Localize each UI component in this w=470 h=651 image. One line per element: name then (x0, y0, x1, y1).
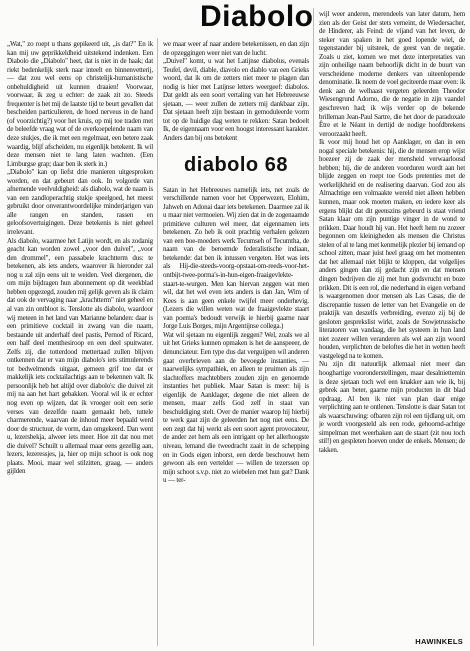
article-column-3 (319, 10, 465, 646)
column-divider (313, 8, 314, 646)
paragraph: Ik voor mij houd het op Aanklager, en dan in een nogal speciale betekenis: hij, die de mensen erop wijst hoezeer zij de zaak der mensheid verwaarloosd hebben; hij, die de anderen voorduren wordt aan het blijde zeggen en roept toe Gods pretenties met de werkelijkheid en de realisering daarvan. God zou als Almachtige een volmaakte wereld niet alleen hebben kunnen, maar ook moeten maken, en iedere keer als ergens blijkt dat dit geenszins gebeurd is staat vriend Satan klaar om zijn puntige vinger in de wond te prikken. Daar houdt hij van. Het heeft hem nu zozeer begonnen om kleinigheden als mensen die Christus stelen of al te lang met kenmelijk plezier bij iemand op school zitten, maar juist heel graag om het momenten dat het allemaal niet blijkt te kloppen, dat volgelijes anders gingen dan zij gedacht zijn en dat mensen dingen bedrijven die zij met hun godsvrucht en boze prikken. Dit is een rol, die nederhand in eigen verband is waargenomen door mensen als Las Casas, die de discrepantie tussen de letter van het Evangelie en de praktijk van deszelfs verbreiding, evenzo zij bij de gesloten gesprekslist wirkt, zoals de Sowjetrussische literatoren van vandaag, die het systeem in hun land niet zozeer willen veranderen als wel aan zijn woord houden, verplichten de beloftes die het in wetten heeft vastgelegd na te komen. (319, 138, 465, 360)
paragraph: wijl weer anderen, merendeels van later datum, hem zien als der Geist der stets verneint, de Wiedersacher, de Hinderer, als Feind: de vijand van het leven, de steker van spaken in het goed lopende wiel, de tegenstander bij uitsteek, de geest van de negatie. Zoals u ziet, komen we met deze interpretaties van zijn onheilige naam behoorlijk dicht in de buurt van verscheidene moderne denkers van uiteenlopende denominatie. Ik noem de voel geciteerde maar even: ik denk aan de welhaast vergeten geleerden Theodor Wiesengrund Adorno, die de negatie in zijn vaandel geschreven had; ik wijs verder op de bekende brilleman Jean-Paul Sartre, die het door de paradoxale Être et le Néant in dertijd de nodige hoofdbrekens veroorzaakt heeft. (319, 10, 465, 138)
paragraph: „Duivel" komt, u wat het Latijnse diabolus, evenals Teufel, devil, diable, diavolo en diablo van een Grieks woord, dat ik om de zetters niet meer te plagen dan nodig is hier met Latijnse letters weergeef: diabolos. Dat geldt als een soort vertaling van het Hebreeuwse sjetaan, — weer zullen de zetters mij dankbaar zijn. Dat sjetaan heeft zijn bestaan in gemoduleerde vorm tot op de huidige dag weten te rekken: Satan bedoelt Ik, de eigennaam voor een hoogst interessant karakter. Anders dan bij ons betekent (163, 57, 309, 143)
paragraph: Satan in het Hebreeuws namelijk iets, net zoals de verschillende namen voor het Opperwezen, Elohim, Jahweh en Adonai daar iets betekenen. Daarmee zal ik u maar niet vermoeien. Wij zien dat in de zogenaamde primitieve culturen wel meer, dat eigennamen iets betekenen. Zo heb ik ooit prachtig verhalen gelezen van een boe-moeders werk Tecumseh of Tecumtha, de naam van de beroemde federalistische indiaan, betekende: dat ben ik intussen vergeten. Het was iets als Hij-die-steeds-voorg-opstaat-om-reeds-voor-het-ontbijt-twee-porma's-in-hun-eigen-fraaigevlekte-staart-te-wurgen. Men kan hiervan zeggen wat men wil, dat het wel even iets anders is dan Jan, Wim of Kees is aan geen enkele twijfel meer onderhevig. (Lezers die willen weten wat de fraaigevlekte staart van poema's bedoudt verwijk ie hierbij gaarne naar Jorge Luis Borges, mijn Argentijnse collega.) (163, 185, 309, 331)
section-subtitle: diabolo 68 (184, 153, 288, 176)
article-column-1 (7, 40, 153, 646)
page-title: Diabolo (200, 0, 314, 33)
paragraph: Als diabolo, waarmee het Latijn wordt, en als zodanig geacht kan worden zowel „voor den duivel", „voor den drommel", een passabele krachtterm dus: te betekenen, als iets anders, waarover ik hieronder zal nog u zal zijn eens uit te weiden. Veel diergenen, die om mijn bijdragen hun abonnement op dit weekblad hebben opgezegd, zouden mij gelijk geven als ik claim dat ook de vervaging naar „krachtterm" niet geheel en al van zin ontbloot is. Tenslotte als diabolo, waardoor wij meteen in het land van Marianne belanden: daar is een primitieve cocktail in zwang van die naam, bestaande uit anderhalf deel pastis, Pernod of Ricard, een half deel menthesiroop en een deel spuitwater. Zelfs zij, die totterdood mettertaad zullen blijven ontkennen dat er van mijn diabolo's iets stimulerends tot bedwelmends uitgaat, gemeen grif toe dat er makkelijk iets cocktailachtigs aan te bekennen valt. Ik persoonlijk heb het altijd over diabolo's: die duivel zit mij na aan het hart gebakken. Vooral wil ik er echter nog even op wijzen, dat ik vroeger ooit een serie verses van dezelfde naam gemaakt heb, tuttele charmerende, waarvan de inhoud meer bepaald werd door de structuur, de vorm, dan omgekeerd. Dan went u, lezersbekja, alweer iets meer. Hoe zit dat nou met die duivel? Schuilt u allemaal maar eens gezellig aan, lezers, lezeressjes, ja, hier op mijn schoot is ook nog plaats. Mooi, maar wel stilzitten, graag, — anders gijlden (7, 236, 153, 476)
paragraph: Nu zijn dit natuurlijk allemaal niet meer dan hooghartige vooronderstellingen, maar desalniettemin is deze sjetaan toch wel een knakker aan wie ik, bij gebrek aan beter, gaarne mijn producten in dit blad opdraag. Al ben ik niet van plan daar enige verplichting aan te ontlenen. Tenslotte is daar Satan tot als waarschuwing: ofbaren zijn rol een tijdlang uit, om je wordt voorgesteld als een rode, gehoornd-achtige simpelman met weerhaken aan de staart (zit nou toch stil!) en gespleten hoeven onder de enkels. Mensen; de takken. (319, 360, 465, 454)
paragraph: „Diabolo" kan op liefst drie manieren uitgesproken worden, en dat gebeurt dan ook. In volgorde van afnemende veelvuldigheid: als diabolo, wat de naam is van een zandloperachtig stukje speelgoed, het meest gebruikt door onverantwoordelijke minderjarigen van alle rangen en standen, rassen en geloofsovertuigingen. Deze betekenis is niet geheel irrelevant. (7, 168, 153, 237)
author-signature: HAWINKELS (415, 637, 463, 646)
paragraph: Wat wil sjetaan nu eigenlijk zeggen? Wel, zoals we al uit het Grieks kunnen opmaken is het de aanspeeer, de denunciateur. Een type dus dat verguijpen wil anderen gaat overbrieven aan de bevoegde instanties, — naarwelijks sympathiek, en alleen te pruimen als zijn slachtoffers machtebbers zouden zijn en genoemde instanties het publiek. Maar Satan is meer: hij is eigenlijk de Aanklager, degene die niet alleen de mensen, maar zelfs God zelf in staat van beschuldiging stelt. Over de manier waarop hij hierbij te werk gaat zijn de geleerden het nog niet eens. De een zegt dat hij werkt als een soort agent provocateur, de ander zet hem als een intrigant op het allerhoogste niveau, lemand die tweedracht zaait in de schepping en in Gods eigen inborst, een derde beschouwt hem gewoon als een vertelder — willen de tezerssen op mijn schoot s.v.p. niet zo wiebelen met hun gat? Dank u — ter- (163, 330, 309, 485)
paragraph: we maar weer af naar andere betekenissen, en dan zijn de opzeggingen weer niet van de lucht. (163, 40, 309, 57)
paragraph: „Wat," zo roept u thans gepikeerd uit, „is dat?" En ik kan mij uw geprikkeldheid uitstekend indenken. Een Diabolo die „Diabolo" heet, dat is niet in de haak; dat riekt bedenkelijk sterk naar inteelt en binnenvetterij, — dat zou wel eens op christelijk-humanistische onbehuldigheid uit kunnen draaien! Voorwaar, voorwaar, ik zeg u echter: de zaak zit zo. Steeds frequenter is het mij de laatste tijd te beurt gevallen dat bescheiden particulieren, de hoed nerveus in de hand (of voorzichtig?) voor het kruis, op mij toe traden met de beleefde vraag wat of de overkoepelende naam van deze stukjes, die ik met een regelmaat, een betere zaak waardig, blijf afscheiden, nu eigenlijk betekent. Ik wil deze mensen niet te lang laten wachten. (Een Limburgse grap; daar ben ik sterk in.) (7, 40, 153, 168)
column-divider (157, 38, 158, 646)
article-column-2 (163, 40, 309, 646)
